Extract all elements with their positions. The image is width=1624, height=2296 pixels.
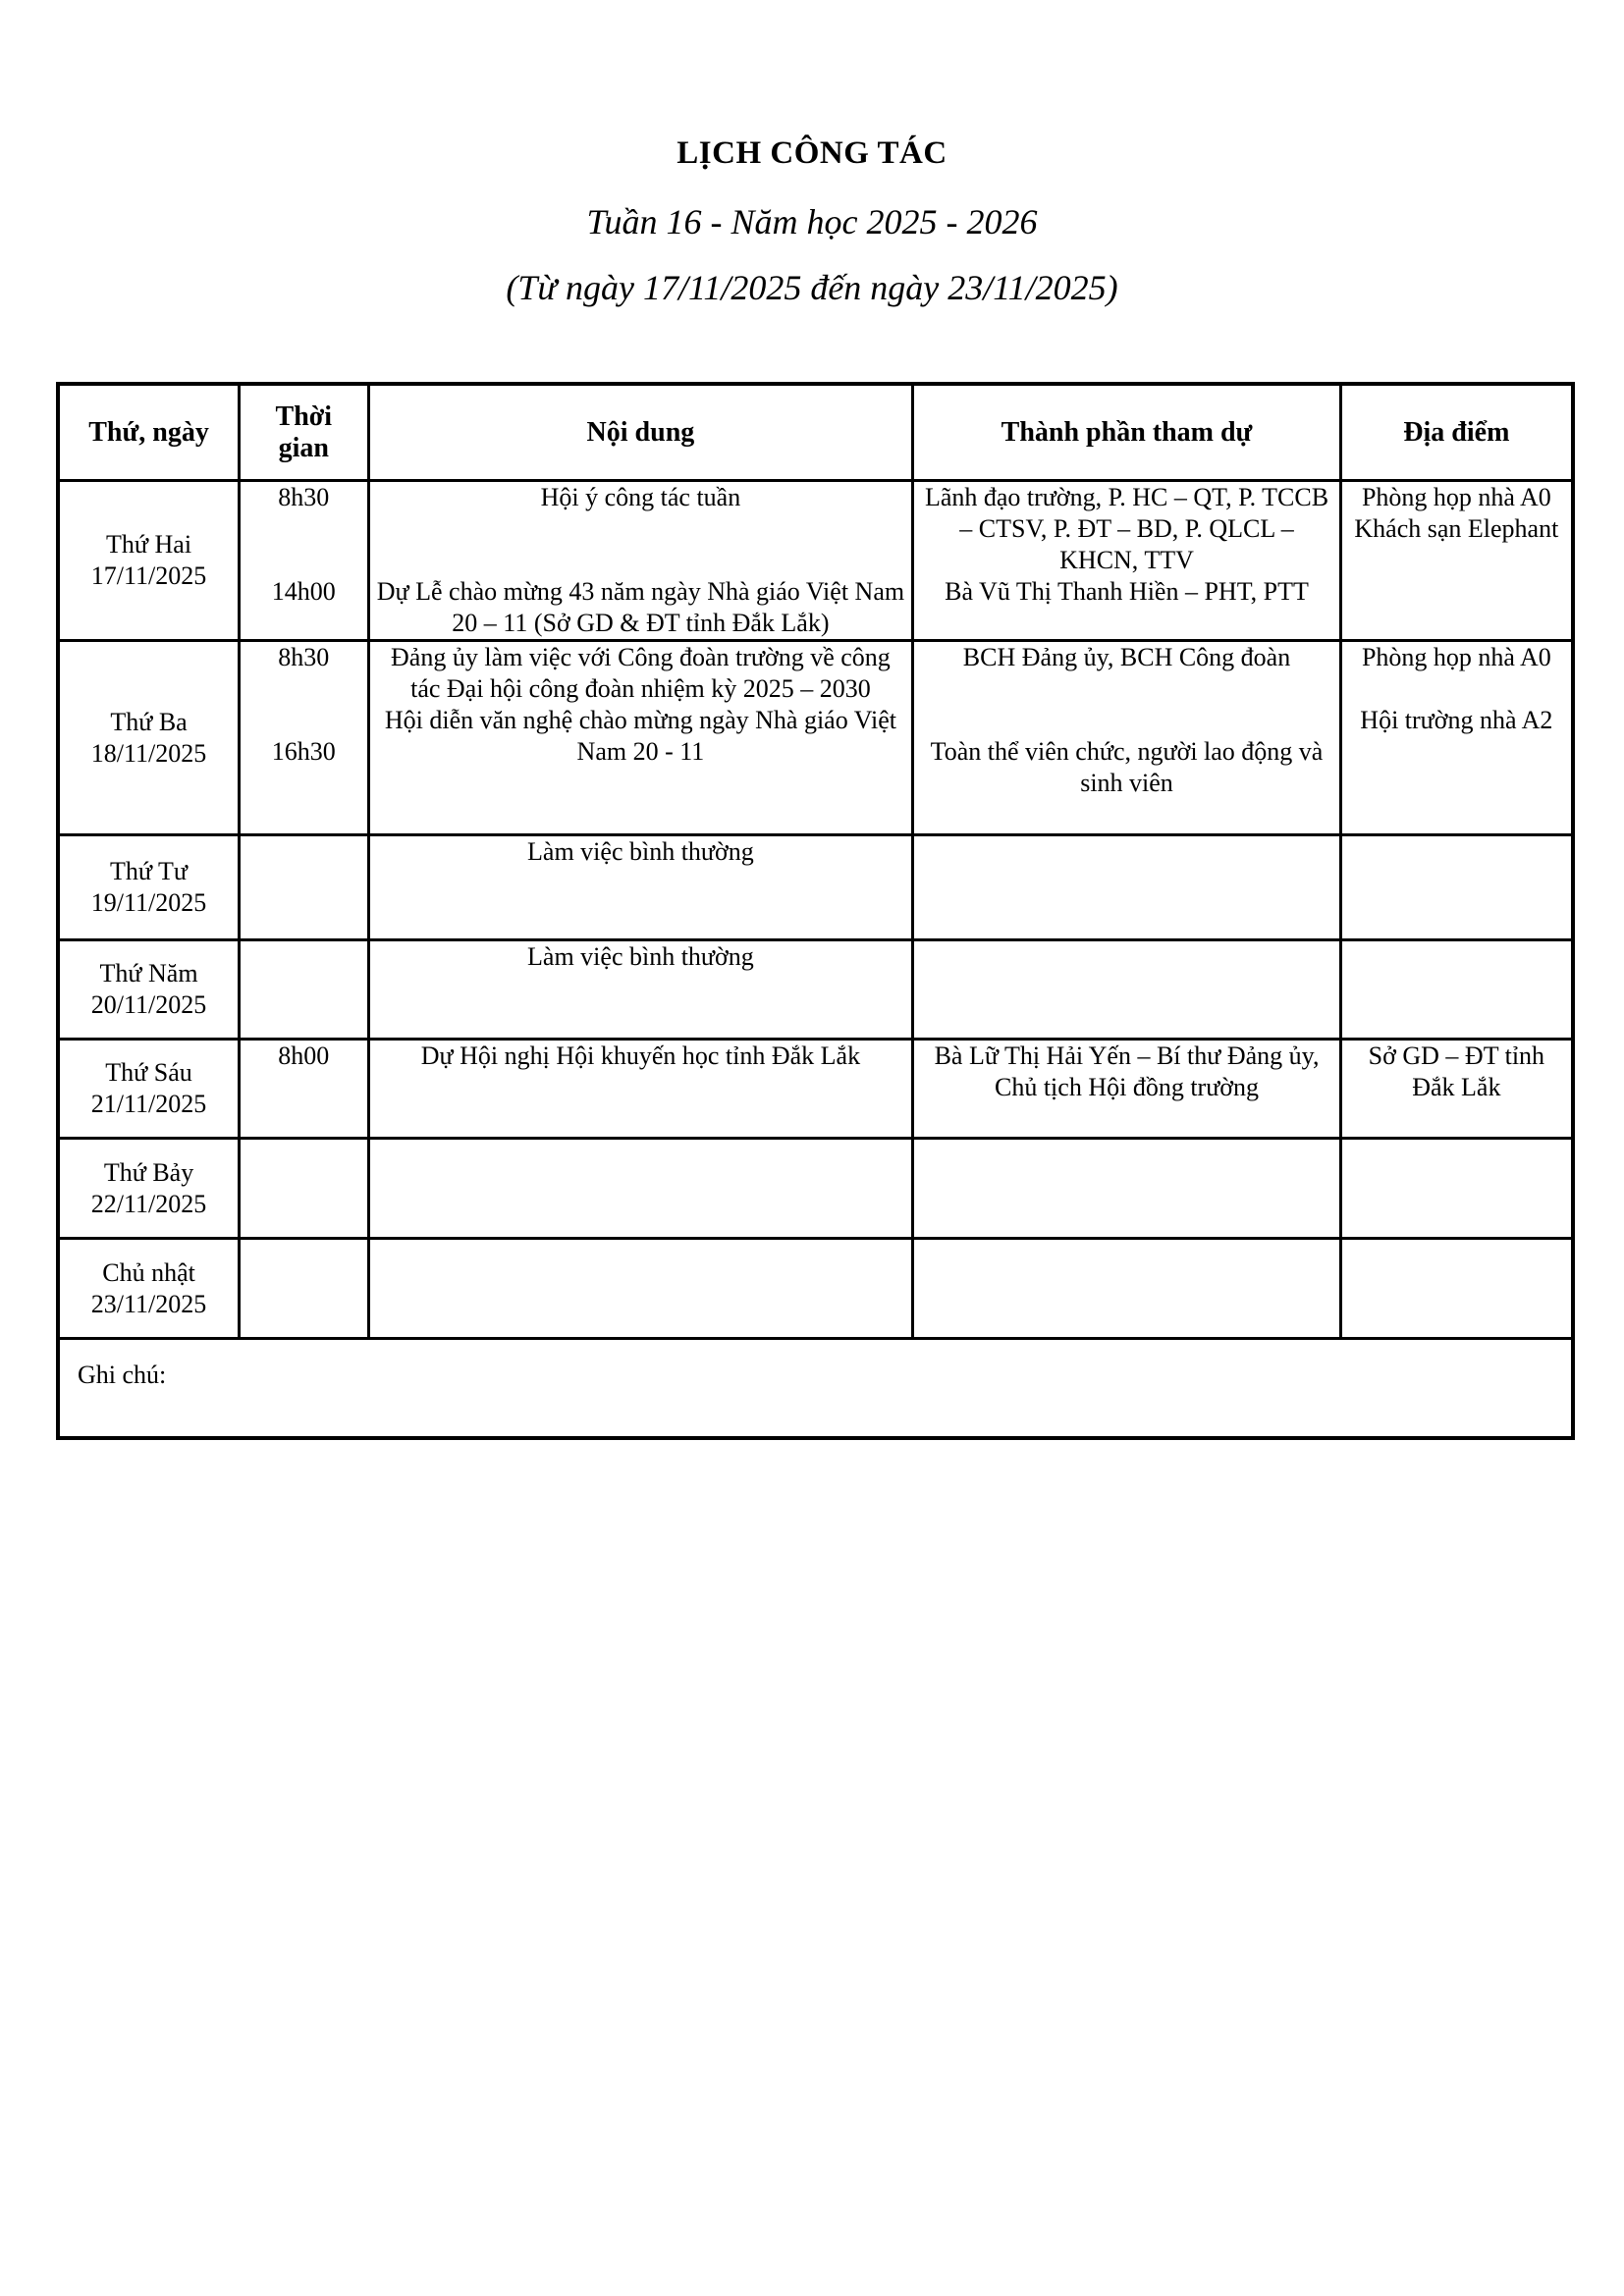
location-entry: Sở GD – ĐT tỉnh Đắk Lắk [1368,1041,1545,1101]
time-cell [240,1239,368,1339]
participants-cell [913,835,1340,940]
day-date: 19/11/2025 [90,888,207,917]
table-row [58,481,1573,641]
time-entry: 8h30 [278,483,330,511]
page-title: LỊCH CÔNG TÁC [677,135,947,171]
time-entry: 16h30 [271,737,336,766]
content-entry: Hội ý công tác tuần [540,483,741,511]
day-date: 17/11/2025 [90,561,207,590]
content-cell [368,481,913,641]
time-entry: 8h30 [278,643,330,671]
content-entry: Làm việc bình thường [527,837,754,866]
time-entry: 8h00 [278,1041,330,1070]
content-entry: Dự Hội nghị Hội khuyến học tỉnh Đắk Lắk [420,1041,861,1070]
date-range: (Từ ngày 17/11/2025 đến ngày 23/11/2025) [506,268,1118,307]
content-entry: Dự Lễ chào mừng 43 năm ngày Nhà giáo Việt Nam 20 – 11 (Sở GD & ĐT tỉnh Đắk Lắk) [376,577,905,637]
participants-cell [913,641,1340,835]
schedule-table [56,382,1575,1440]
location-cell [1340,481,1573,641]
location-entry: Phòng họp nhà A0 [1361,483,1551,511]
day-cell [58,481,240,641]
column-header-location: Địa điểm [1340,384,1573,481]
content-cell [368,1040,913,1139]
day-cell [58,1040,240,1139]
participants-entry: Bà Vũ Thị Thanh Hiền – PHT, PTT [945,577,1309,606]
table-header-row [58,384,1573,481]
table-row [58,1239,1573,1339]
column-header-time-line2: gian [278,432,329,463]
time-cell [240,835,368,940]
participants-cell [913,940,1340,1040]
participants-cell [913,1139,1340,1239]
day-date: 20/11/2025 [90,990,207,1019]
location-cell [1340,940,1573,1040]
table-row [58,1139,1573,1239]
table-row [58,1040,1573,1139]
day-name: Thứ Sáu [105,1058,192,1087]
table-row [58,835,1573,940]
column-header-participants: Thành phần tham dự [913,384,1340,481]
column-header-content: Nội dung [368,384,913,481]
location-cell [1340,1139,1573,1239]
time-entry: 14h00 [271,577,336,606]
day-name: Thứ Hai [106,530,192,559]
day-name: Thứ Bảy [103,1157,194,1187]
participants-entry: BCH Đảng ủy, BCH Công đoàn [962,643,1291,671]
participants-entry: Toàn thể viên chức, người lao động và sinh viên [930,737,1324,797]
column-header-time-line1: Thời [275,400,333,432]
day-date: 21/11/2025 [90,1090,207,1118]
day-name: Thứ Năm [99,959,198,988]
location-cell [1340,641,1573,835]
content-cell [368,835,913,940]
participants-entry: Bà Lữ Thị Hải Yến – Bí thư Đảng ủy, Chủ tịch Hội đồng trường [934,1041,1320,1101]
location-cell [1340,1040,1573,1139]
time-cell [240,641,368,835]
day-cell [58,641,240,835]
day-date: 23/11/2025 [90,1289,207,1318]
content-cell [368,1139,913,1239]
day-date: 18/11/2025 [90,738,207,768]
day-name: Thứ Ba [110,707,188,736]
content-cell [368,940,913,1040]
content-entry: Làm việc bình thường [527,942,754,971]
column-header-day: Thứ, ngày [58,384,240,481]
note-cell: Ghi chú: [58,1339,1573,1439]
participants-entry: Lãnh đạo trường, P. HC – QT, P. TCCB – CTSV, P. ĐT – BD, P. QLCL – KHCN, TTV [924,483,1329,574]
page-subtitle: Tuần 16 - Năm học 2025 - 2026 [586,202,1038,241]
time-cell [240,940,368,1040]
time-cell [240,1040,368,1139]
participants-cell [913,1239,1340,1339]
table-row [58,641,1573,835]
content-entry: Đảng ủy làm việc với Công đoàn trường về công tác Đại hội công đoàn nhiệm kỳ 2025 – 2030 [391,643,891,703]
note-row [58,1339,1573,1439]
day-name: Thứ Tư [110,857,189,885]
location-entry: Khách sạn Elephant [1354,514,1559,543]
day-cell [58,940,240,1040]
column-header-time [240,384,368,481]
day-cell [58,835,240,940]
time-cell [240,481,368,641]
table-row [58,940,1573,1040]
content-entry: Hội diễn văn nghệ chào mừng ngày Nhà giáo Việt Nam 20 - 11 [384,706,896,766]
location-entry: Phòng họp nhà A0 [1361,643,1551,671]
content-cell [368,1239,913,1339]
day-name: Chủ nhật [102,1257,195,1287]
content-cell [368,641,913,835]
participants-cell [913,1040,1340,1139]
location-cell [1340,1239,1573,1339]
day-date: 22/11/2025 [90,1189,207,1218]
day-cell [58,1139,240,1239]
time-cell [240,1139,368,1239]
day-cell [58,1239,240,1339]
location-entry: Hội trường nhà A2 [1360,706,1553,734]
participants-cell [913,481,1340,641]
location-cell [1340,835,1573,940]
